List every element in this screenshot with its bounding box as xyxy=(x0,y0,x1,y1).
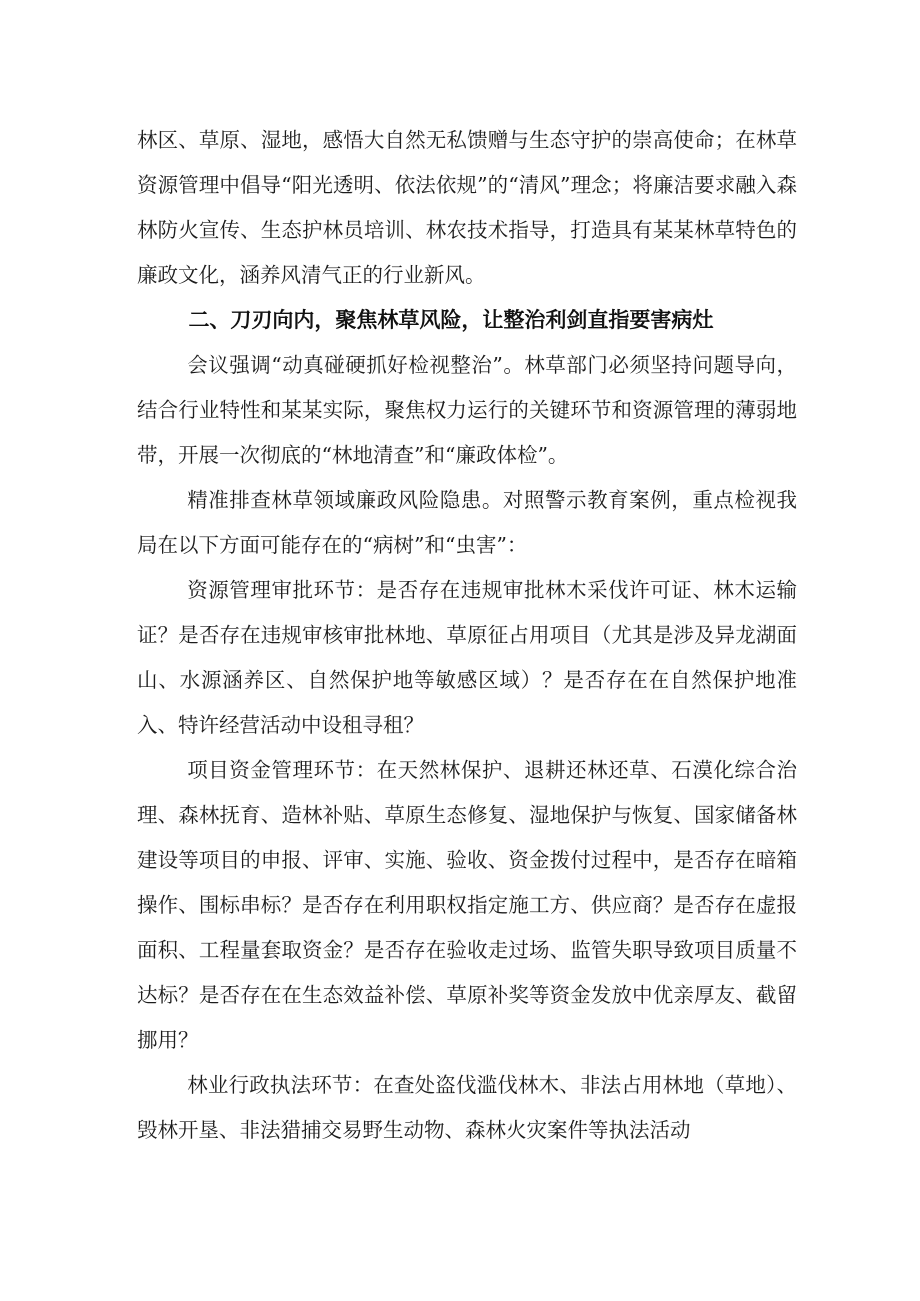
paragraph-risk-screening: 精准排查林草领域廉政风险隐患。对照警示教育案例，重点检视我局在以下方面可能存在的“病树”和“虫害”： xyxy=(137,488,797,557)
paragraph-meeting-emphasis: 会议强调“动真碰硬抓好检视整治”。林草部门必须坚持问题导向，结合行业特性和某某实际，聚焦权力运行的关键环节和资源管理的薄弱地带，开展一次彻底的“林地清查”和“廉政体检”。 xyxy=(137,353,797,467)
paragraph-resource-approval: 资源管理审批环节：是否存在违规审批林木采伐许可证、林木运输证？是否存在违规审核审批林地、草原征占用项目（尤其是涉及异龙湖面山、水源涵养区、自然保护地等敏感区域）？是否存在在自然保护地准入、特许经营活动中设租寻租？ xyxy=(137,578,797,737)
document-body xyxy=(137,118,797,1153)
continued-paragraph: 林区、草原、湿地，感悟大自然无私馈赠与生态守护的崇高使命；在林草资源管理中倡导“阳光透明、依法依规”的“清风”理念；将廉洁要求融入森林防火宣传、生态护林员培训、林农技术指导，打造具有某某林草特色的廉政文化，涵养风清气正的行业新风。 xyxy=(137,128,797,287)
paragraph-law-enforcement: 林业行政执法环节：在查处盗伐滥伐林木、非法占用林地（草地）、毁林开垦、非法猎捕交易野生动物、森林火灾案件等执法活动 xyxy=(137,1073,797,1142)
section-heading: 二、刀刃向内，聚焦林草风险，让整治利剑直指要害病灶 xyxy=(188,308,714,332)
paragraph-project-funds: 项目资金管理环节：在天然林保护、退耕还林还草、石漠化综合治理、森林抚育、造林补贴、草原生态修复、湿地保护与恢复、国家储备林建设等项目的申报、评审、实施、验收、资金拨付过程中，是否存在暗箱操作、围标串标？是否存在利用职权指定施工方、供应商？是否存在虚报面积、工程量套取资金？是否存在验收走过场、监管失职导致项目质量不达标？是否存在在生态效益补偿、草原补奖等资金发放中优亲厚友、截留挪用？ xyxy=(137,758,797,1052)
